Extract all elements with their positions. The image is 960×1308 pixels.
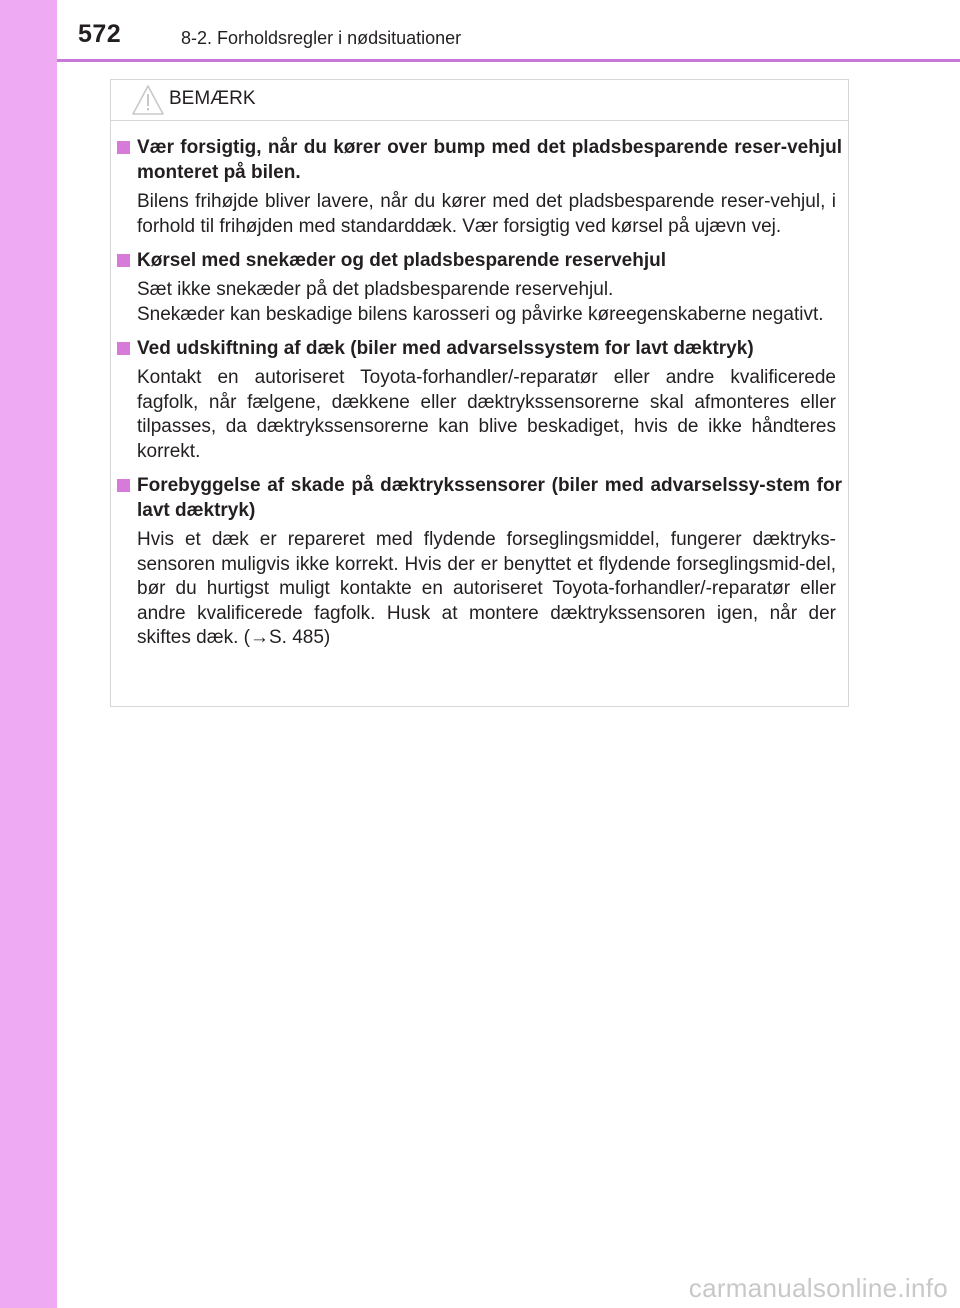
notice-item [111, 135, 850, 239]
item-paragraph: Kontakt en autoriseret Toyota-forhandler/-reparatør eller andre kvalificerede fagfolk, når fælgene, dækkene eller dæktrykssensorerne skal afmonteres eller tilpasses, da dæktrykssensorerne kan blive beskadiget, hvis de ikke håndteres korrekt. [137, 367, 836, 462]
notice-item [111, 473, 850, 651]
warning-triangle-icon [131, 84, 165, 116]
square-bullet-icon [117, 141, 130, 154]
section-title: 8-2. Forholdsregler i nødsituationer [181, 28, 462, 48]
side-tab [0, 0, 57, 1308]
item-title: Forebyggelse af skade på dæktrykssensorer (biler med advarselssy-stem for lavt dæktryk) [137, 475, 842, 521]
item-paragraph: Hvis et dæk er repareret med flydende forseglingsmiddel, fungerer dæktryks-sensoren muligvis ikke korrekt. Hvis der er benyttet et flydende forseglingsmid-del, bør du hurtigst muligt kontakte en autoriseret Toyota-forhandler/-reparatør eller andre kvalificerede fagfolk. Husk at montere dæktrykssensoren igen, når der skiftes dæk. (→S. 485) [137, 529, 836, 648]
notice-item [111, 336, 850, 464]
notice-item [111, 248, 850, 327]
notice-body [111, 135, 850, 660]
header-rule [57, 59, 960, 62]
item-paragraph: Bilens frihøjde bliver lavere, når du kører med det pladsbesparende reser-vehjul, i forhold til frihøjden med standarddæk. Vær forsigtig ved kørsel på ujævn vej. [137, 191, 836, 237]
notice-box [110, 79, 849, 707]
watermark: carmanualsonline.info [688, 1273, 948, 1303]
item-paragraph: Snekæder kan beskadige bilens karosseri og påvirke køreegenskaberne negativt. [137, 303, 824, 325]
notice-header [111, 80, 848, 121]
item-title: Ved udskiftning af dæk (biler med advarselssystem for lavt dæktryk) [137, 338, 754, 359]
item-paragraph: Sæt ikke snekæder på det pladsbesparende reservehjul. [137, 279, 614, 300]
item-title: Kørsel med snekæder og det pladsbesparende reservehjul [137, 250, 667, 271]
square-bullet-icon [117, 254, 130, 267]
page-number: 572 [78, 20, 122, 48]
notice-label: BEMÆRK [169, 88, 256, 109]
square-bullet-icon [117, 479, 130, 492]
square-bullet-icon [117, 342, 130, 355]
item-title: Vær forsigtig, når du kører over bump med det pladsbesparende reser-vehjul monteret på bilen. [137, 137, 842, 183]
